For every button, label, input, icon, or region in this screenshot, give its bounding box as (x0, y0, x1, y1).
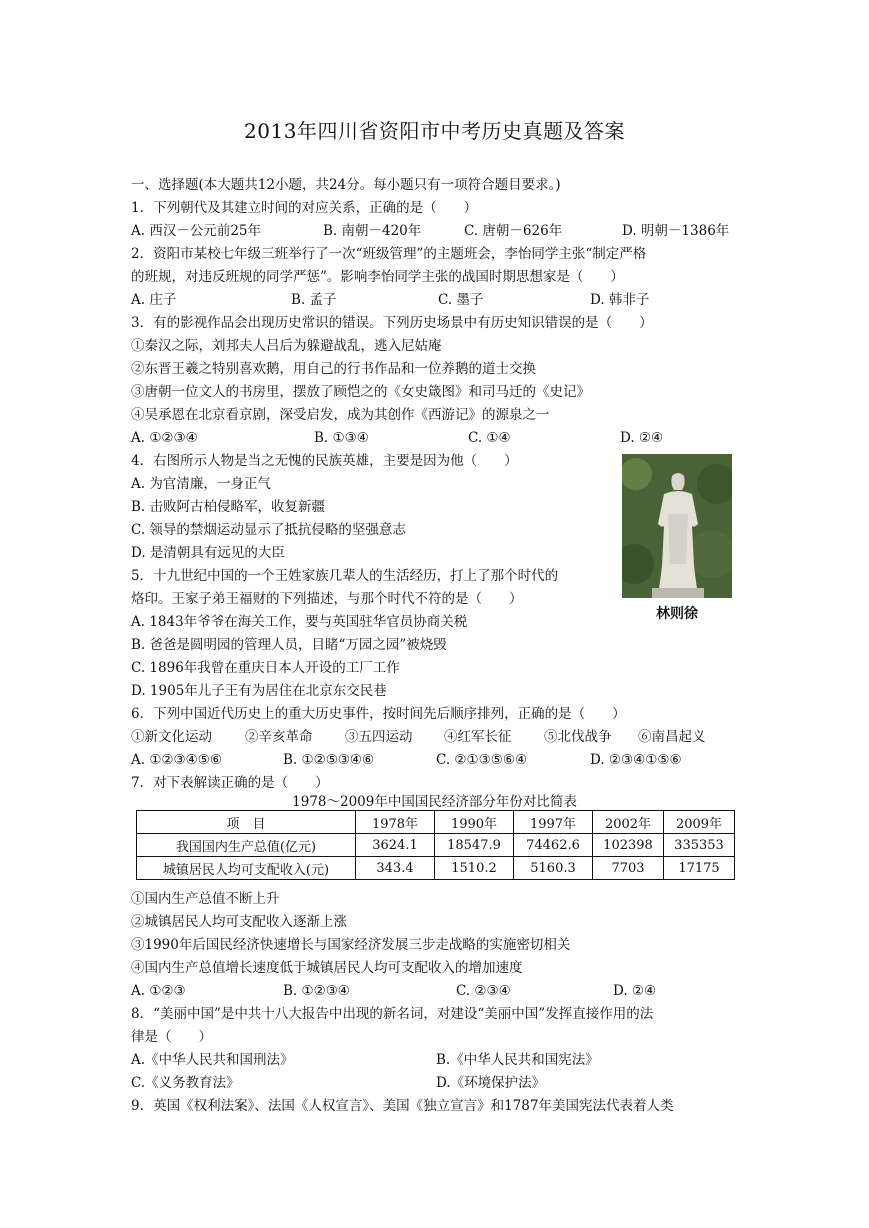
question-8-stem-line1: 8．“美丽中国”是中共十八大报告中出现的新名词，对建设“美丽中国”发挥直接作用的法 (131, 1006, 654, 1022)
q7-statement-2: ②城镇居民人均可支配收入逐渐上涨 (131, 914, 347, 930)
table-cell: 我国国内生产总值(亿元) (137, 834, 356, 857)
table-cell: 17175 (664, 857, 735, 880)
q2-option-b: B. 孟子 (291, 292, 337, 308)
q1-option-a: A. 西汉－公元前25年 (131, 223, 262, 239)
q6-event-6: ⑥南昌起义 (638, 729, 706, 745)
q1-option-d: D. 明朝－1386年 (622, 223, 730, 239)
table-cell: 1510.2 (435, 857, 514, 880)
question-5-stem-line1: 5．十九世纪中国的一个王姓家族几辈人的生活经历，打上了那个时代的 (131, 568, 559, 584)
table-caption: 1978～2009年中国国民经济部分年份对比简表 (292, 794, 577, 810)
question-3-stem: 3．有的影视作品会出现历史常识的错误。下列历史场景中有历史知识错误的是（ ） (131, 315, 653, 331)
q2-option-a: A. 庄子 (131, 292, 177, 308)
q6-option-c: C. ②①③⑤⑥④ (436, 752, 528, 768)
table-cell: 7703 (593, 857, 664, 880)
q6-option-b: B. ①②⑤③④⑥ (283, 752, 375, 768)
q8-option-a: A.《中华人民共和国刑法》 (131, 1052, 294, 1068)
table-row (137, 857, 735, 880)
q7-statement-4: ④国内生产总值增长速度低于城镇居民人均可支配收入的增加速度 (131, 960, 523, 976)
question-7-stem: 7．对下表解读正确的是（ ） (131, 775, 329, 791)
table-header-cell: 1978年 (356, 811, 435, 834)
table-cell: 3624.1 (356, 834, 435, 857)
q3-statement-4: ④吴承恩在北京看京剧，深受启发，成为其创作《西游记》的源泉之一 (131, 407, 550, 423)
q5-option-c: C. 1896年我曾在重庆日本人开设的工厂工作 (131, 660, 400, 676)
q5-option-a: A. 1843年爷爷在海关工作，要与英国驻华官员协商关税 (131, 614, 468, 630)
table-row (137, 834, 735, 857)
q3-option-b: B. ①③④ (314, 430, 369, 446)
q2-option-c: C. 墨子 (438, 292, 484, 308)
photo-caption: 林则徐 (656, 606, 698, 622)
question-5-stem-line2: 烙印。王家子弟王福财的下列描述，与那个时代不符的是（ ） (131, 591, 523, 607)
economy-table (136, 810, 735, 880)
question-6-stem: 6．下列中国近代历史上的重大历史事件，按时间先后顺序排列，正确的是（ ） (131, 706, 626, 722)
q4-option-a: A. 为官清廉，一身正气 (131, 476, 271, 492)
table-cell: 335353 (664, 834, 735, 857)
q7-statement-1: ①国内生产总值不断上升 (131, 891, 280, 907)
question-1-stem: 1．下列朝代及其建立时间的对应关系，正确的是（ ） (131, 200, 478, 216)
q1-option-b: B. 南朝－420年 (323, 223, 422, 239)
q6-event-1: ①新文化运动 (131, 729, 212, 745)
table-cell: 74462.6 (514, 834, 593, 857)
q3-option-d: D. ②④ (620, 430, 664, 446)
q7-option-a: A. ①②③ (131, 983, 186, 999)
q6-event-2: ②辛亥革命 (245, 729, 313, 745)
q7-option-c: C. ②③④ (456, 983, 511, 999)
page-title: 2013年四川省资阳市中考历史真题及答案 (244, 119, 625, 143)
q3-option-c: C. ①④ (468, 430, 511, 446)
table-cell: 18547.9 (435, 834, 514, 857)
table-header-cell: 1990年 (435, 811, 514, 834)
section-heading: 一、选择题(本大题共12小题，共24分。每小题只有一项符合题目要求。) (131, 177, 561, 193)
q4-option-d: D. 是清朝具有远见的大臣 (131, 545, 285, 561)
q8-option-d: D.《环境保护法》 (436, 1075, 546, 1091)
question-8-stem-line2: 律是（ ） (131, 1029, 212, 1045)
q3-statement-2: ②东晋王羲之特别喜欢鹅，用自己的行书作品和一位养鹅的道士交换 (131, 361, 536, 377)
q5-option-b: B. 爸爸是圆明园的管理人员，目睹“万园之园”被烧毁 (131, 637, 447, 653)
table-cell: 102398 (593, 834, 664, 857)
q6-option-a: A. ①②③④⑤⑥ (131, 752, 222, 768)
q8-option-b: B.《中华人民共和国宪法》 (436, 1052, 599, 1068)
lin-zexu-statue-photo (622, 454, 732, 598)
q2-option-d: D. 韩非子 (590, 292, 650, 308)
q7-option-d: D. ②④ (613, 983, 657, 999)
table-header-row (137, 811, 735, 834)
table-cell: 343.4 (356, 857, 435, 880)
question-4-stem: 4．右图所示人物是当之无愧的民族英雄，主要是因为他（ ） (131, 453, 518, 469)
q4-option-b: B. 击败阿古柏侵略军，收复新疆 (131, 499, 326, 515)
statue-image (622, 454, 732, 598)
q6-event-3: ③五四运动 (345, 729, 413, 745)
table-header-cell: 2002年 (593, 811, 664, 834)
table-header-cell: 项 目 (137, 811, 356, 834)
q3-option-a: A. ①②③④ (131, 430, 198, 446)
table-cell: 5160.3 (514, 857, 593, 880)
table-cell: 城镇居民人均可支配收入(元) (137, 857, 356, 880)
table-header-cell: 1997年 (514, 811, 593, 834)
q7-statement-3: ③1990年后国民经济快速增长与国家经济发展三步走战略的实施密切相关 (131, 937, 571, 953)
q8-option-c: C.《义务教育法》 (131, 1075, 240, 1091)
question-2-stem-line1: 2．资阳市某校七年级三班举行了一次“班级管理”的主题班会，李怡同学主张“制定严格 (131, 246, 647, 262)
q7-option-b: B. ①②③④ (283, 983, 350, 999)
q4-option-c: C. 领导的禁烟运动显示了抵抗侵略的坚强意志 (131, 522, 406, 538)
question-2-stem-line2: 的班规，对违反班规的同学严惩”。影响李怡同学主张的战国时期思想家是（ ） (131, 269, 624, 285)
q5-option-d: D. 1905年儿子王有为居住在北京东交民巷 (131, 683, 387, 699)
q6-event-5: ⑤北伐战争 (544, 729, 612, 745)
q3-statement-3: ③唐朝一位文人的书房里，摆放了顾恺之的《女史箴图》和司马迁的《史记》 (131, 384, 590, 400)
q1-option-c: C. 唐朝－626年 (464, 223, 563, 239)
table-header-cell: 2009年 (664, 811, 735, 834)
q6-event-4: ④红军长征 (444, 729, 512, 745)
q6-option-d: D. ②③④①⑤⑥ (590, 752, 682, 768)
q3-statement-1: ①秦汉之际，刘邦夫人吕后为躲避战乱，逃入尼姑庵 (131, 338, 442, 354)
question-9-stem: 9．英国《权利法案》、法国《人权宣言》、美国《独立宣言》和1787年美国宪法代表着人类 (131, 1098, 674, 1114)
